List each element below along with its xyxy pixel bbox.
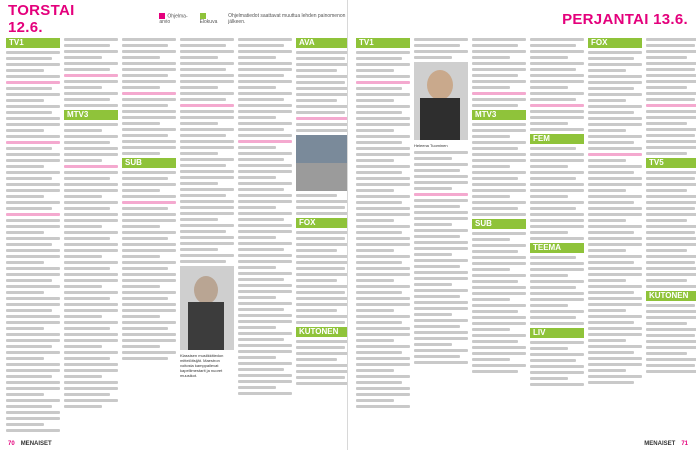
left-day-heading: TORSTAI 12.6. [8,2,75,36]
person-face [194,276,218,304]
schedule-column [122,38,176,436]
channel-header: MTV3 [472,110,526,120]
person-face [427,70,453,100]
channel-header: SUB [122,158,176,168]
page-number: 71 [681,441,688,447]
left-schedule-columns [6,38,348,436]
channel-header: SUB [472,219,526,229]
page-number: 70 [8,441,15,447]
schedule-column [646,38,696,436]
left-footer [8,441,52,447]
person-body [420,98,460,140]
right-footer [644,441,688,447]
program-photo [296,135,348,191]
channel-header: TEEMA [530,243,584,253]
photo-caption: Heleena Tuominen [414,143,448,148]
schedule-column [238,38,292,436]
schedule-column [296,38,348,436]
legend-movie-icon [200,13,206,19]
legend-item-movie: Elokuva [200,13,223,25]
schedule-column [414,38,468,436]
schedule-column [530,38,584,436]
channel-header: FOX [588,38,642,48]
channel-header: FOX [296,218,348,228]
channel-header: FEM [530,134,584,144]
channel-header: TV1 [356,38,410,48]
magazine-name: MENAISET [20,441,52,447]
channel-header: MTV3 [64,110,118,120]
right-day-heading: PERJANTAI 13.6. [562,10,688,28]
legend-item-note: Ohjelmatiedot saattavat muuttua lehden painomenon jälkeen. [228,12,346,25]
channel-header: TV5 [646,158,696,168]
magazine-name: MENAISET [644,441,676,447]
program-photo [180,266,234,350]
program-photo [414,62,468,140]
right-schedule-columns [356,38,696,436]
schedule-column [64,38,118,436]
photo-caption: Klassisen musiikkitiedon mittelöitsijät. Maestron voitosta kamppailevat kapellimestarit ja nuoret muusikot. [180,353,224,378]
left-legend [159,13,347,25]
schedule-column [472,38,526,436]
channel-header: KUTONEN [296,327,348,337]
right-page-header [348,12,696,26]
person-body [188,302,224,350]
schedule-column [588,38,642,436]
schedule-column [6,38,60,436]
schedule-column [180,38,234,436]
left-page-header [0,2,347,36]
right-page [348,0,696,450]
schedule-column [356,38,410,436]
channel-header: AVA [296,38,348,48]
channel-header: LIV [530,328,584,338]
channel-header: TV1 [6,38,60,48]
legend-item-rating: Ohjelma-arvio [159,13,188,26]
legend-rating-icon [159,13,165,19]
channel-header: KUTONEN [646,291,696,301]
